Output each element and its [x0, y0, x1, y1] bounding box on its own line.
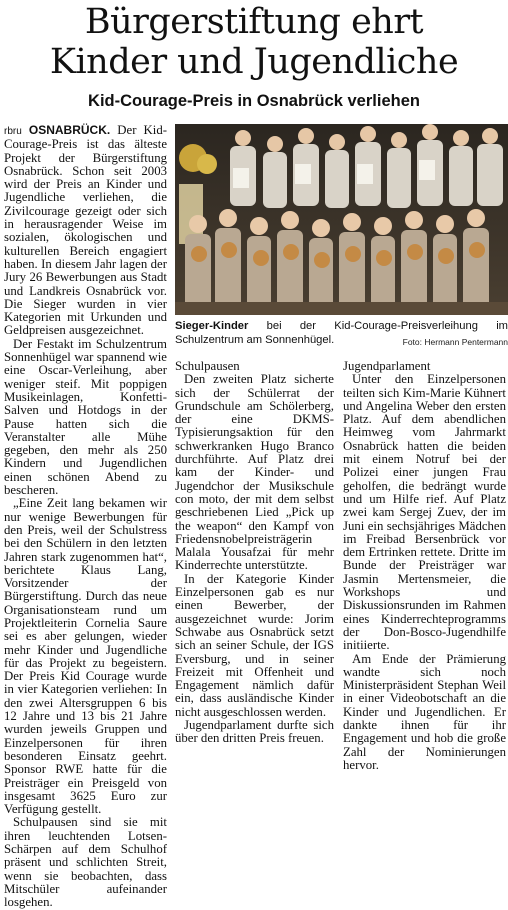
article-paragraph: Der Festakt im Schulzentrum Sonnenhügel war spannend wie eine Oscar-Verleihung, aber weniger steif. Mit poppigen Musikeinlagen, Konfetti-Salven und Hotdogs in der Pause hatten sich die Veranstalter alle Mühe gegeben, den mehr als 250 Kindern und Jugendlichen einen schönen Abend zu bescheren. — [4, 336, 167, 498]
headline — [0, 2, 508, 82]
author-kicker: rbru — [4, 126, 22, 137]
article-paragraph: Den zweiten Platz sicherte sich der Schülerrat der Grundschule am Schölerberg, der eine DKMS-Typisierungsaktion für den schwerkranken Hugo Branco durchführte. Auf Platz drei kam der Kinder- und Jugendchor der Musikschule con moto, der mit dem selbst geschriebenen Lied „Pick up the weapon“ den Kampf von Friedensnobelpreisträgerin Malala Yousafzai für mehr Kinderrechte unterstützte. — [175, 372, 334, 573]
headline-line-2: Kinder und Jugendliche — [49, 42, 459, 82]
article-paragraph: Schulpausen sind sie mit ihren leuchtenden Lotsen-Schärpen auf dem Schulhof präsent und schlichten Streit, wenn sie beobachten, dass Mitschüler aufeinander losgehen. — [4, 815, 167, 910]
article-paragraph: „Eine Zeit lang bekamen wir nur wenige Bewerbungen für den Preis, weil der Schulstress bei den Schülern in den letzten Jahren stark zugenommen hat“, berichtete Klaus Lang, Vorsitzender der Bürgerstiftung. Durch das neue Organisationsteam rund um Projektleiterin Cornelia Saure sei es aber gelungen, wieder mehr Kinder und Jugendliche für das Projekt zu begeistern. Der Preis Kid Courage wurde in vier Kategorien verliehen: In den zwei Altersgruppen 6 bis 12 Jahre und 13 bis 21 Jahre wurden jeweils Gruppen und Einzelpersonen für ihren besonderen Einsatz geehrt. Sponsor RWE hatte für die Preisträger ein Preisgeld von insgesamt 3625 Euro zur Verfügung gestellt. — [4, 496, 167, 817]
article-paragraph: Unter den Einzelpersonen teilten sich Kim-Marie Kühnert und Angelina Weber den ersten Platz. Auf dem abendlichen Heimweg vom Jahrmarkt Osnabrück hatten die beiden mit einem Notruf bei der Polizei einer jungen Frau geholfen, die bedrängt wurde und um Hilfe rief. Auf Platz zwei kam Sergej Zuev, der im Juni ein sechsjähriges Mädchen im Freibad Bersenbrück vor dem Ertrinken rettete. Dritte im Bunde der Preisträger war Jasmin Mertensmeier, die Workshops und Diskussionsrunden im Rahmen eines Kinderrechteprogramms der Don-Bosco-Jugendhilfe initiierte. — [343, 372, 506, 653]
article-column-2 — [175, 360, 334, 884]
paragraph-text: Der Kid-Courage-Preis ist das älteste Projekt der Bürgerstiftung Osnabrück. Schon seit 2003 wird der Preis an Kinder und Jugendliche verliehen, die Zivilcourage gezeigt oder sich in herausragender Weise im sozialen, ökologischen und kulturellen Bereich engagiert haben. In diesem Jahr lagen der Jury 26 Bewerbungen aus Stadt und Landkreis Osnabrück vor. Die Sieger wurden in vier Kategorien mit Urkunden und Geldpreisen ausgezeichnet. — [4, 123, 167, 338]
photo-caption — [175, 319, 508, 349]
photo-credit: Foto: Hermann Pentermann — [402, 337, 508, 347]
group-photo-image — [175, 124, 508, 315]
article-paragraph-continued: Jugendparlament — [343, 359, 431, 373]
caption-text: bei der Kid-Courage-Preisverleihung im Schulzentrum am Sonnenhügel. — [175, 320, 508, 346]
article-paragraph: Am Ende der Prämierung wandte sich noch Ministerpräsident Stephan Weil in einer Videobotschaft an die Kinder und Jugendlichen. Er dankte ihnen für ihr Engagement und hob die große Zahl der Nominierungen hervor. — [343, 651, 506, 772]
article-paragraph — [4, 124, 167, 338]
article-paragraph: In der Kategorie Kinder Einzelpersonen gab es nur einen Bewerber, der ausgezeichnet wurde: Jorim Schwabe aus Osnabrück setzt sich an seiner Schule, der IGS Eversburg, und in seiner Freizeit mit Offenheit und Engagement nämlich dafür ein, dass ausländische Kinder nicht ausgeschlossen werden. — [175, 571, 334, 719]
article-paragraph-continued: Schulpausen — [175, 359, 240, 373]
headline-line-1: Bürgerstiftung ehrt — [84, 2, 424, 42]
group-photo — [175, 124, 508, 315]
subheadline: Kid-Courage-Preis in Osnabrück verliehen — [88, 92, 420, 110]
article-column-3 — [343, 360, 506, 884]
caption-lead: Sieger-Kinder — [175, 320, 249, 332]
article-column-1 — [4, 123, 167, 910]
dateline: OSNABRÜCK. — [28, 123, 111, 137]
article-paragraph: Jugendparlament durfte sich über den dritten Preis freuen. — [175, 718, 334, 746]
